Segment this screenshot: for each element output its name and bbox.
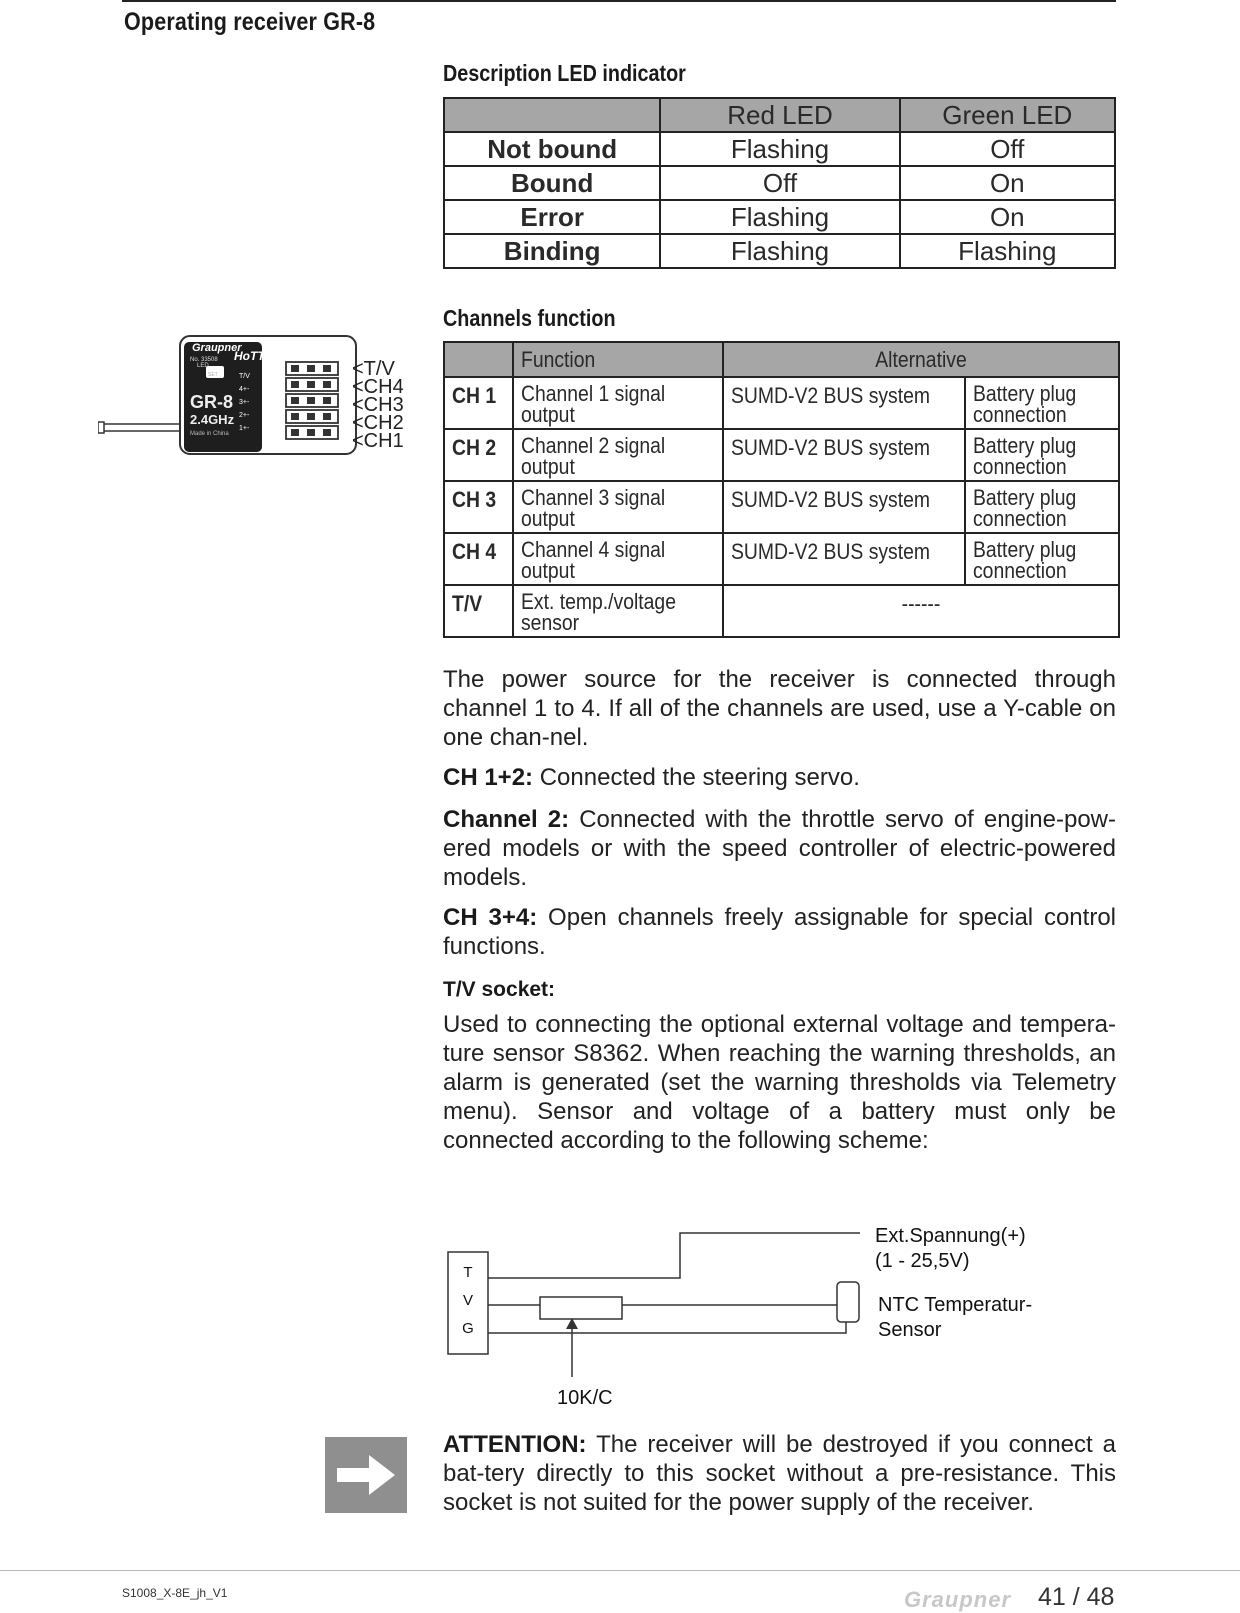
side-label-ch4: <CH4 (352, 376, 404, 398)
channels-section-heading: Channels function (443, 305, 616, 331)
pin-g: G (462, 1320, 474, 1337)
receiver-side-labels (352, 360, 404, 450)
led-green-value: Flashing (900, 234, 1115, 268)
table-row (444, 166, 1115, 200)
ch12-paragraph (443, 763, 1116, 792)
channels-table (443, 341, 1120, 638)
led-state: Bound (444, 166, 660, 200)
side-label-ch1: <CH1 (352, 430, 404, 452)
channel-alt-bus: SUMD-V2 BUS system (723, 377, 965, 429)
attention-label: ATTENTION: (443, 1431, 587, 1458)
ch34-paragraph (443, 903, 1116, 961)
side-label-ch2: <CH2 (352, 412, 404, 434)
resistor-label: 10K/C (557, 1387, 613, 1409)
table-row (444, 377, 1119, 429)
receiver-port-labels (239, 370, 257, 435)
ntc-label (878, 1293, 1032, 1343)
channel-name: CH 3 (444, 481, 513, 533)
led-green-value: On (900, 166, 1115, 200)
table-row (444, 200, 1115, 234)
ext-voltage-label (875, 1224, 1026, 1274)
receiver-illustration (98, 332, 358, 458)
channel2-paragraph (443, 805, 1116, 892)
page-title: Operating receiver GR-8 (124, 8, 376, 36)
receiver-band: 2.4GHz (190, 412, 235, 427)
channel-function: Ext. temp./voltage sensor (513, 585, 724, 637)
port-label: 4+- (239, 386, 250, 393)
footer-brand-logo: Graupner (904, 1587, 1012, 1612)
resistor (540, 1297, 622, 1319)
port-label: 2+- (239, 412, 250, 419)
led-state: Not bound (444, 132, 660, 166)
table-row (444, 429, 1119, 481)
receiver-model: GR-8 (190, 392, 234, 412)
channel-alt-none: ------ (723, 585, 1119, 637)
table-row (444, 234, 1115, 268)
channel-alt-battery: Battery plug connection (965, 377, 1119, 429)
channel-function: Channel 2 signal output (513, 429, 724, 481)
ext-voltage-text: Ext.Spannung(+) (875, 1225, 1026, 1247)
receiver-led-label: LED (197, 363, 209, 369)
channel-name: CH 4 (444, 533, 513, 585)
channels-table-header (444, 342, 1119, 377)
led-col-green: Green LED (900, 98, 1115, 132)
led-red-value: Off (660, 166, 899, 200)
led-red-value: Flashing (660, 234, 899, 268)
tv-socket-heading: T/V socket: (443, 978, 556, 1001)
channel-name: T/V (444, 585, 513, 637)
led-col-red: Red LED (660, 98, 899, 132)
ch-col-alternative: Alternative (723, 342, 1119, 377)
attention-box (325, 1437, 407, 1513)
table-row (444, 533, 1119, 585)
led-state: Binding (444, 234, 660, 268)
led-green-value: Off (900, 132, 1115, 166)
channel2-text: Connected with the throttle servo of engine-pow-ered models or with the speed controller of electric-powered models. (443, 806, 1117, 891)
led-table (443, 97, 1116, 269)
channel-function: Channel 1 signal output (513, 377, 724, 429)
ch-col-function: Function (513, 342, 724, 377)
led-green-value: On (900, 200, 1115, 234)
channel-alt-battery: Battery plug connection (965, 533, 1119, 585)
ch12-text: Connected the steering servo. (539, 764, 860, 791)
port-label: T/V (239, 373, 250, 380)
tv-socket-paragraph: Used to connecting the optional external voltage and tempera-ture sensor S8362. When reaching the warning thresholds, an alarm is generated (set the warning thresholds via Telemetry menu). Sensor and voltage of a battery must only be connected according to the following scheme: (443, 1011, 1116, 1154)
attention-paragraph (443, 1430, 1116, 1517)
channel-alt-bus: SUMD-V2 BUS system (723, 429, 965, 481)
ntc-sensor (837, 1282, 859, 1322)
ch34-label: CH 3+4: (443, 904, 538, 931)
channel-alt-battery: Battery plug connection (965, 429, 1119, 481)
ch12-label: CH 1+2: (443, 764, 534, 791)
arrow-right-icon (325, 1437, 407, 1513)
led-table-header (444, 98, 1115, 132)
channel-alt-bus: SUMD-V2 BUS system (723, 481, 965, 533)
wiring-diagram (440, 1225, 880, 1405)
wire-g (488, 1322, 846, 1333)
side-label-tv: <T/V (352, 358, 395, 380)
wire-v-right (622, 1282, 846, 1305)
receiver-set-label: SET (208, 372, 218, 378)
power-paragraph: The power source for the receiver is connected through channel 1 to 4. If all of the channels are used, use a Y-cable on one chan-nel. (443, 666, 1116, 751)
receiver-brand: Graupner (192, 342, 242, 354)
side-label-ch3: <CH3 (352, 394, 404, 416)
hott-logo: HoTT (234, 349, 265, 363)
wire-t (488, 1233, 860, 1278)
channel-name: CH 2 (444, 429, 513, 481)
port-label: 1+- (239, 425, 250, 432)
footer-doc-code: S1008_X-8E_jh_V1 (122, 1586, 228, 1600)
footer-rule (0, 1570, 1240, 1571)
channel-alt-bus: SUMD-V2 BUS system (723, 533, 965, 585)
channel-alt-battery: Battery plug connection (965, 481, 1119, 533)
channel-name: CH 1 (444, 377, 513, 429)
pin-v: V (462, 1292, 473, 1309)
ch34-text: Open channels freely assignable for special control functions. (443, 904, 1116, 960)
footer-page-number: 41 / 48 (1038, 1583, 1115, 1611)
title-rule (122, 0, 1116, 2)
table-row (444, 481, 1119, 533)
channel2-label: Channel 2: (443, 806, 570, 833)
receiver-model-no: No. 33508 (190, 357, 218, 363)
led-col-blank (444, 98, 660, 132)
channel-function: Channel 3 signal output (513, 481, 724, 533)
led-red-value: Flashing (660, 200, 899, 234)
port-label: 3+- (239, 399, 250, 406)
led-state: Error (444, 200, 660, 234)
receiver-made-in: Made in China (190, 431, 229, 437)
attention-text: The receiver will be destroyed if you connect a bat-tery directly to this socket without a pre-resistance. This socket is not suited for the power supply of the receiver. (443, 1431, 1116, 1516)
led-section-heading: Description LED indicator (443, 60, 686, 86)
ntc-line1: NTC Temperatur- (878, 1294, 1033, 1316)
ntc-line2: Sensor (878, 1319, 942, 1341)
channel-function: Channel 4 signal output (513, 533, 724, 585)
led-red-value: Flashing (660, 132, 899, 166)
connector-pins (461, 1259, 475, 1343)
voltage-range-text: (1 - 25,5V) (875, 1250, 970, 1272)
table-row (444, 132, 1115, 166)
ch-col-blank (444, 342, 513, 377)
pin-t: T (463, 1264, 473, 1281)
table-row (444, 585, 1119, 637)
